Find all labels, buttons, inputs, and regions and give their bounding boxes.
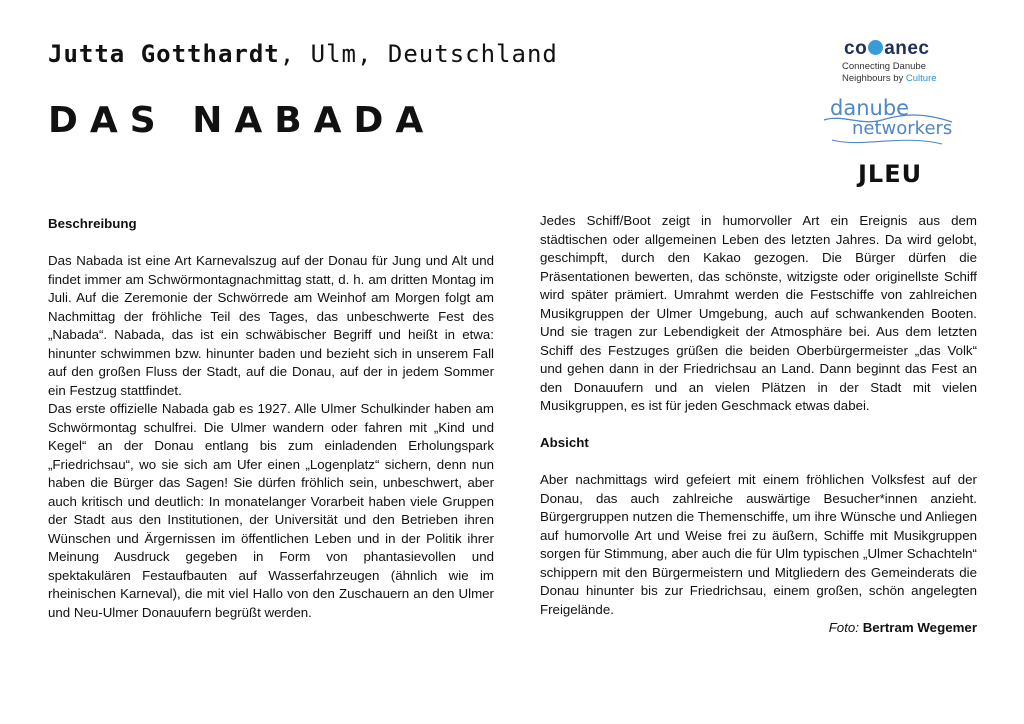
credit-label: Foto: [828,620,863,635]
cobanec-tagline-1: Connecting Danube [842,61,926,72]
paragraph: Aber nachmittags wird gefeiert mit einem fröhlichen Volksfest auf der Donau, das auch zahlreiche auswärtige Besucher*innen anzieht. Bürgergruppen nutzen die Themenschiffe, um ihre Wünsche und Anliegen auf humorvolle Art und Weise frei zu äußern, Schiffe mit Musikgruppen sorgen für Stimmung, aber auch die für Ulm typischen „Ulmer Schachteln“ schippern mit den Bürgermeistern und Mitgliedern des Gemeinderats die Donau hinunter bis zur Friedrichsau, einem großen, schön angelegten Freigelände. [540,472,977,617]
partner-logos [822,38,962,198]
section-heading-absicht: Absicht [540,435,589,450]
cobanec-tagline-2 [842,73,962,85]
cobanec-tagline-text: Neighbours by [842,73,906,84]
author-location: , Ulm, Deutschland [279,40,558,68]
paragraph: Das erste offizielle Nabada gab es 1927. Alle Ulmer Schulkinder haben am Schwörmontag schulfrei. Die Ulmer wandern oder fahren mit „Kind und Kegel“ an der Donau entlang bis zum einladenden Erholungspark „Friedrichsau“, wo sie sich am Ufer einen „Logenplatz“ sichern, denn nun haben die Bürger das Sagen! Sie dürfen fröhlich sein, unbeschwert, aber auch kritisch und deutlich: In monatelanger Vorarbeit haben viele Gruppen der Stadt aus den Institutionen, der Universität und den Betrieben ihren Wünschen und Ärgernissen im öffentlichen Leben und in der Politik ihrer Meinung Ausdruck gegeben in Form von phantasievollen und spektakulären Festaufbauten auf Wasserfahrzeugen (ähnlich wie im rheinischen Karneval), die mit viel Hallo von den Zuschauern an den Ulmer und Neu-Ulmer Donauufern begrüßt werden. [48,401,494,620]
jleu-logo: JLEU [858,160,923,188]
credit-name: Bertram Wegemer [862,620,977,635]
cobanec-logo-part: anec [884,38,930,59]
cobanec-logo [844,38,930,60]
cobanec-tagline-culture: Culture [905,73,937,84]
page-title: DAS NABADA [48,100,436,141]
photo-credit [540,619,977,638]
danube-logo-text: danube [830,96,910,120]
networkers-logo-text: networkers [852,118,953,139]
right-column [540,212,977,638]
left-column [48,215,494,622]
wave-icon [868,40,883,55]
author-name: Jutta Gotthardt [48,40,280,68]
author-line [48,40,558,68]
paragraph: Jedes Schiff/Boot zeigt in humorvoller Art ein Ereignis aus dem städtischen oder allgemeinen Leben des letzten Jahres. Da wird gelobt, geschimpft, durch den Kakao gezogen. Die Bürger dürfen die Präsentationen bewerten, das schönste, witzigste oder originellste Schiff wird später prämiert. Umrahmt werden die Festschiffe von zahlreichen Musikgruppen der Ulmer Umgebung, auch auf schwankenden Booten. Und sie tragen zur Lebendigkeit der Atmosphäre bei. Aus dem letzten Schiff des Festzuges grüßen die beiden Oberbürgermeister „das Volk“ und gehen dann in der Friedrichsau an Land. Dann beginnt das Fest an den Donauufern und an vielen Plätzen in der Stadt mit vielen Musikgruppen, es ist für jeden Geschmack etwas dabei. [540,213,977,413]
section-heading-beschreibung: Beschreibung [48,216,137,231]
paragraph: Das Nabada ist eine Art Karnevalszug auf der Donau für Jung und Alt und findet immer am Schwörmontagnachmittag statt, d. h. am dritten Montag im Juli. Auf die Zeremonie der Schwörrede am Weinhof am Morgen folgt am Nachmittag der fröhliche Teil des Tages, das unbeschwerte Fest des „Nabada“. Nabada, das ist ein schwäbischer Begriff und heißt in etwa: hinunter schwimmen bzw. hinunter baden und bezieht sich in unserem Fall auf den großen Fluss der Stadt, auf die Donau, auf der in jedem Sommer ein Festzug stattfindet. [48,253,494,398]
cobanec-logo-part: co [844,38,868,59]
